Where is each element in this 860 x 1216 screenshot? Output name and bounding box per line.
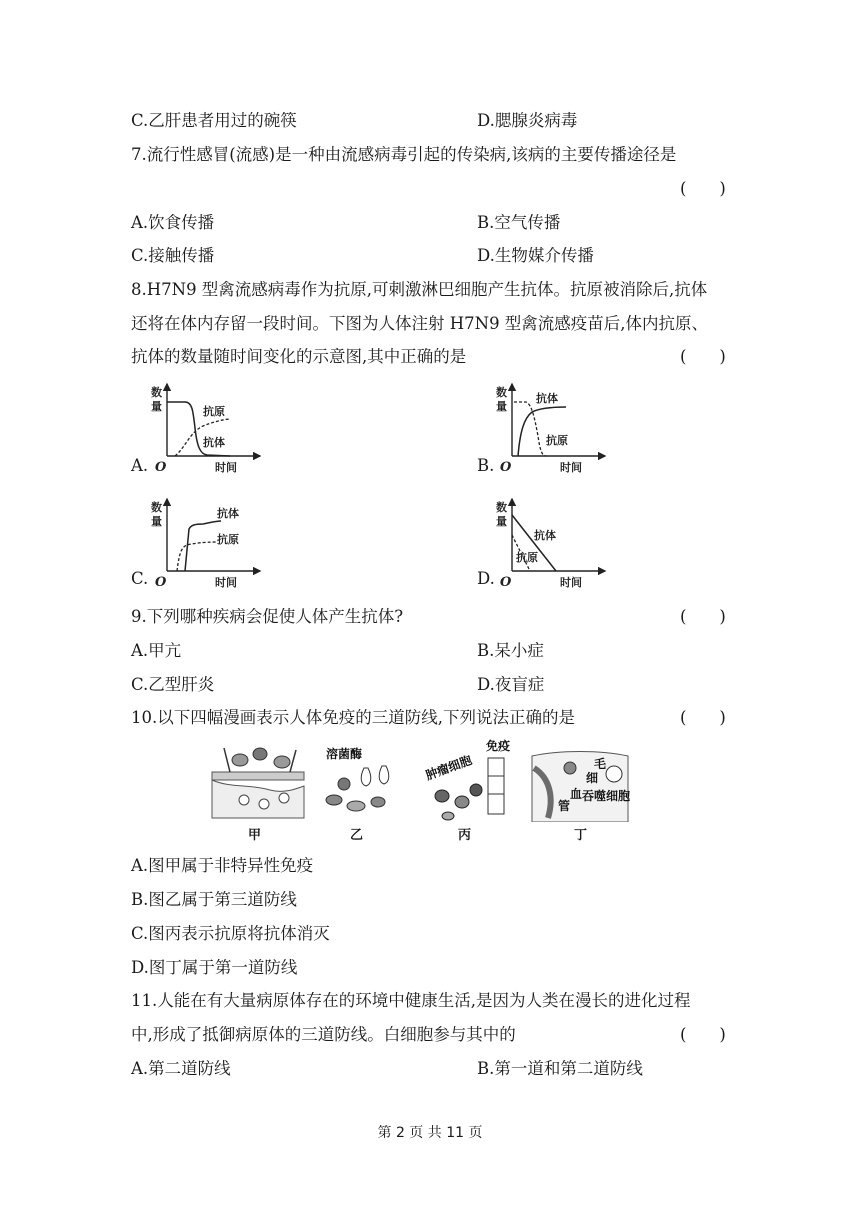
q6-option-c: C.乙肝患者用过的碗筷 [131,111,297,130]
cartoon-yi [320,738,400,826]
q10-option-c: C.图丙表示抗原将抗体消灭 [131,924,330,943]
x-label: 时间 [215,576,237,589]
q11-stem-line2: 中,形成了抵御病原体的三道防线。白细胞参与其中的 [131,1025,516,1044]
cartoon-bing [418,736,518,828]
q9-option-d: D.夜盲症 [477,675,545,694]
q8-stem-line1: 8.H7N9 型禽流感病毒作为抗原,可刺激淋巴细胞产生抗体。抗原被消除后,抗体 [131,280,708,299]
x-label: 时间 [560,461,582,474]
y-label-2: 量 [151,400,162,413]
graph-d [490,495,610,590]
q8-option-c-label: C. [131,569,149,588]
label-vessel: 管 [558,799,571,813]
q10-option-b: B.图乙属于第三道防线 [131,890,297,909]
series-label-antibody: 抗体 [536,392,558,405]
y-label-1: 数 [496,386,507,399]
origin-label: O [155,575,167,590]
q11-stem-line1: 11.人能在有大量病原体存在的环境中健康生活,是因为人类在漫长的进化过程 [131,991,691,1010]
y-label-2: 量 [496,515,507,528]
series-label-antigen: 抗原 [516,551,538,564]
graph-a [145,380,265,475]
q8-option-a-label: A. [131,456,149,475]
q11-option-a: A.第二道防线 [131,1059,231,1078]
q11-option-b: B.第一道和第二道防线 [477,1059,643,1078]
label-immune: 免疫 [486,739,511,753]
y-label-1: 数 [496,501,507,514]
series-label-antigen: 抗原 [546,434,568,447]
origin-label: O [500,460,512,475]
q7-answer-paren: ( ) [680,179,726,198]
cartoon-caption-yi: 乙 [350,828,364,843]
label-tumor-cell: 肿瘤细胞 [423,753,474,783]
x-label: 时间 [560,576,582,589]
label-lysozyme: 溶菌酶 [326,747,363,761]
series-label-antibody: 抗体 [534,529,556,542]
cartoon-caption-ding: 丁 [574,828,588,843]
series-antibody-line [518,407,566,456]
q10-option-a: A.图甲属于非特异性免疫 [131,856,314,875]
graph-b [490,380,610,475]
y-label-2: 量 [151,515,162,528]
y-label-2: 量 [496,400,507,413]
y-label-1: 数 [151,501,162,514]
cartoon-caption-jia: 甲 [248,828,262,843]
q9-option-b: B.呆小症 [477,641,544,660]
label-blood: 血 [570,787,583,801]
q7-option-b: B.空气传播 [477,213,561,232]
q9-option-c: C.乙型肝炎 [131,675,215,694]
q9-stem: 9.下列哪种疾病会促使人体产生抗体? [131,607,404,626]
series-label-antigen: 抗原 [217,533,239,546]
series-label-antigen: 抗原 [203,405,225,418]
q8-stem-line2: 还将在体内存留一段时间。下图为人体注射 H7N9 型禽流感疫苗后,体内抗原、 [131,314,709,333]
q8-answer-paren: ( ) [680,347,726,366]
q7-option-d: D.生物媒介传播 [477,246,594,265]
label-capillary-2: 细 [586,771,599,785]
q10-stem: 10.以下四幅漫画表示人体免疫的三道防线,下列说法正确的是 [131,708,575,727]
series-antigen-line [177,542,217,571]
series-label-antibody: 抗体 [203,436,225,449]
cartoon-jia [210,738,306,826]
origin-label: O [155,460,167,475]
label-capillary-1: 毛 [594,757,607,771]
q11-answer-paren: ( ) [680,1025,726,1044]
q9-answer-paren: ( ) [680,607,726,626]
q8-option-b-label: B. [477,456,495,475]
graph-c [145,495,265,590]
q7-option-a: A.饮食传播 [131,213,215,232]
page-footer: 第 2 页 共 11 页 [377,1125,483,1141]
q10-option-d: D.图丁属于第一道防线 [131,958,298,977]
cartoon-caption-bing: 丙 [458,828,472,843]
label-phagocyte: 吞噬细胞 [582,789,630,803]
series-label-antibody: 抗体 [217,507,239,520]
q8-option-d-label: D. [477,569,495,588]
q6-option-d: D.腮腺炎病毒 [477,111,578,130]
q10-answer-paren: ( ) [680,708,726,727]
x-label: 时间 [215,461,237,474]
origin-label: O [500,575,512,590]
q7-option-c: C.接触传播 [131,246,215,265]
q9-option-a: A.甲亢 [131,641,182,660]
q8-stem-line3: 抗体的数量随时间变化的示意图,其中正确的是 [131,347,467,366]
y-label-1: 数 [151,386,162,399]
q7-stem: 7.流行性感冒(流感)是一种由流感病毒引起的传染病,该病的主要传播途径是 [131,145,677,164]
series-antibody-line [185,521,221,571]
cartoon-ding [530,748,630,826]
